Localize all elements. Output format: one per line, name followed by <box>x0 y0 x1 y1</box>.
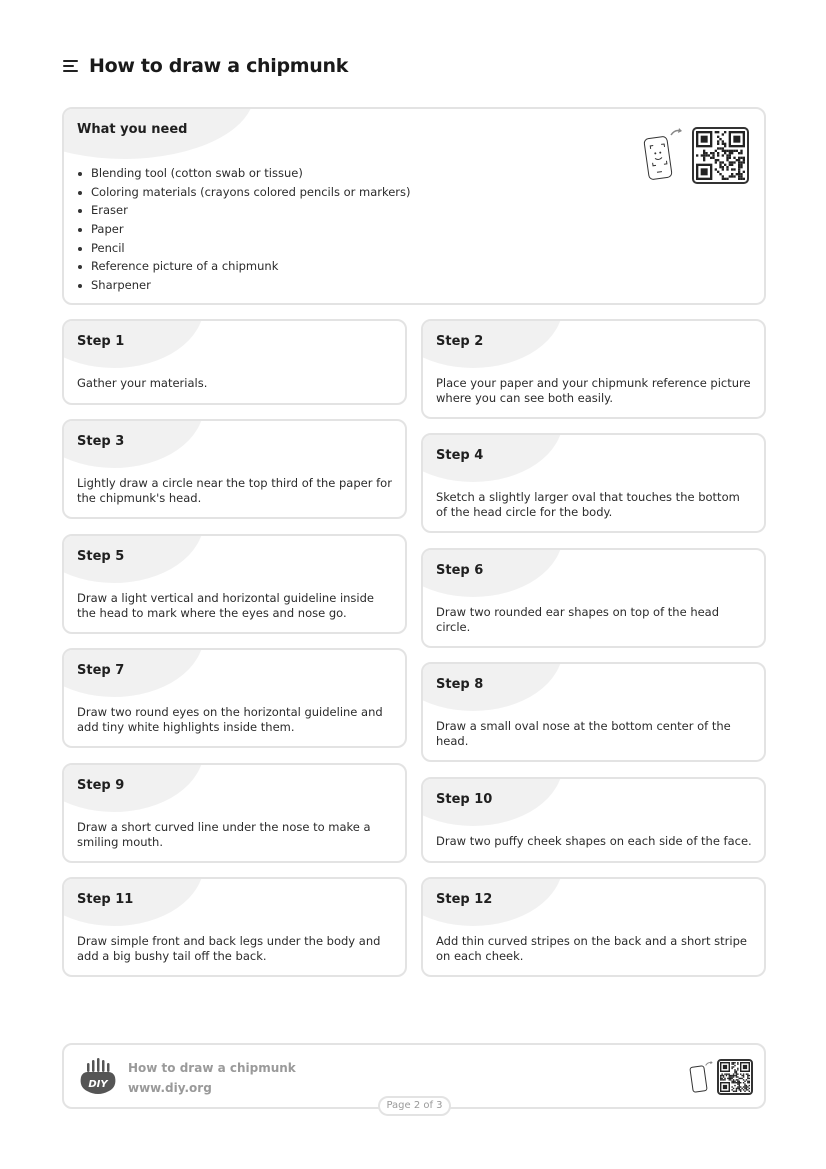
step-text: Add thin curved stripes on the back and a short stripe on each cheek. <box>436 934 747 963</box>
list-item: Pencil <box>91 239 411 258</box>
step-label: Step 4 <box>436 448 484 463</box>
phone-scan-icon <box>643 136 673 181</box>
step-label: Step 8 <box>436 677 484 692</box>
footer-qr-code[interactable] <box>717 1059 753 1095</box>
arrow-icon <box>670 127 684 137</box>
list-item: Coloring materials (crayons colored pencils or markers) <box>91 183 411 202</box>
list-item: Paper <box>91 220 411 239</box>
step-text: Place your paper and your chipmunk reference picture where you can see both easily. <box>436 376 751 405</box>
step-card <box>421 662 766 762</box>
qr-code[interactable] <box>692 127 749 184</box>
step-label: Step 2 <box>436 334 484 349</box>
footer-url[interactable]: www.diy.org <box>128 1081 212 1095</box>
list-item: Blending tool (cotton swab or tissue) <box>91 164 411 183</box>
step-card <box>421 548 766 648</box>
step-card <box>421 433 766 533</box>
step-text: Draw two rounded ear shapes on top of the head circle. <box>436 605 720 634</box>
page-indicator: Page 2 of 3 <box>378 1096 451 1116</box>
list-item: Reference picture of a chipmunk <box>91 257 411 276</box>
list-item: Eraser <box>91 201 411 220</box>
step-card <box>62 877 407 977</box>
menu-icon[interactable] <box>63 60 78 72</box>
what-you-need-card <box>62 107 766 305</box>
step-card <box>62 419 407 519</box>
step-label: Step 1 <box>77 334 125 349</box>
step-label: Step 7 <box>77 663 125 678</box>
step-label: Step 10 <box>436 792 493 807</box>
step-label: Step 12 <box>436 892 493 907</box>
step-label: Step 3 <box>77 434 125 449</box>
step-text: Gather your materials. <box>77 376 208 390</box>
step-text: Draw a small oval nose at the bottom center of the head. <box>436 719 731 748</box>
page-header <box>63 55 348 77</box>
step-text: Sketch a slightly larger oval that touches the bottom of the head circle for the body. <box>436 490 740 519</box>
step-card <box>62 763 407 863</box>
step-label: Step 5 <box>77 549 125 564</box>
step-label: Step 6 <box>436 563 484 578</box>
step-label: Step 11 <box>77 892 134 907</box>
step-label: Step 9 <box>77 778 125 793</box>
step-card <box>62 319 407 405</box>
step-card <box>421 777 766 863</box>
step-text: Lightly draw a circle near the top third of the paper for the chipmunk's head. <box>77 476 392 505</box>
step-card <box>62 534 407 634</box>
step-text: Draw two round eyes on the horizontal guideline and add tiny white highlights inside them. <box>77 705 383 734</box>
what-you-need-heading: What you need <box>77 122 188 137</box>
logo-text: DIY <box>88 1079 108 1090</box>
list-item: Sharpener <box>91 276 411 295</box>
footer-title: How to draw a chipmunk <box>128 1061 296 1075</box>
step-text: Draw two puffy cheek shapes on each side of the face. <box>436 834 752 848</box>
step-card <box>421 319 766 419</box>
step-card <box>62 648 407 748</box>
arrow-icon <box>705 1060 714 1067</box>
step-card <box>421 877 766 977</box>
step-text: Draw a short curved line under the nose to make a smiling mouth. <box>77 820 371 849</box>
materials-list <box>91 164 411 295</box>
step-text: Draw a light vertical and horizontal guideline inside the head to mark where the eyes and nose go. <box>77 591 374 620</box>
step-text: Draw simple front and back legs under the body and add a big bushy tail off the back. <box>77 934 381 963</box>
page-title: How to draw a chipmunk <box>89 55 349 77</box>
diy-logo <box>78 1057 118 1097</box>
phone-scan-icon <box>689 1065 707 1093</box>
